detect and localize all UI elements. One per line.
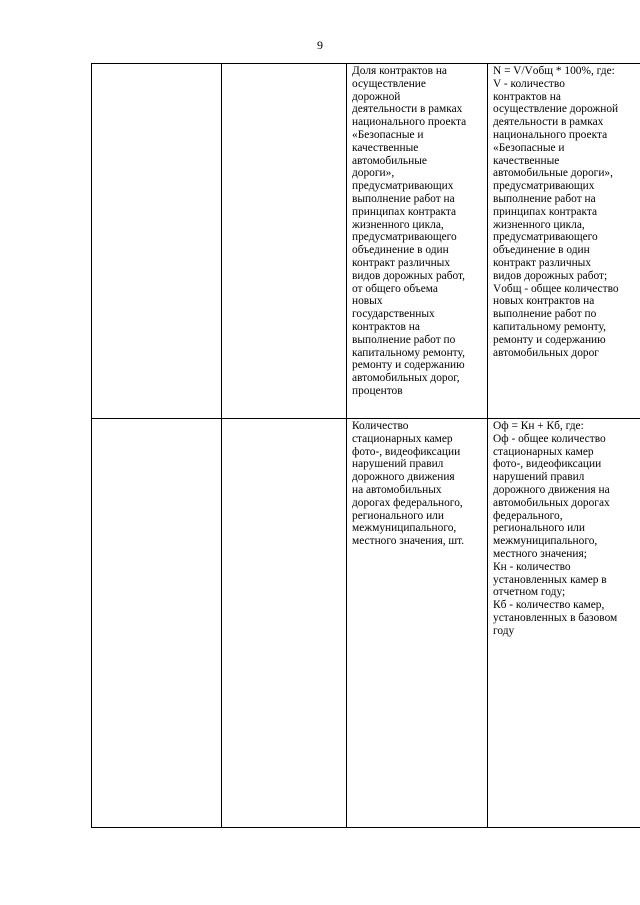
table-cell-indicator [347,419,488,828]
table-cell-indicator [347,64,488,419]
table-cell-empty [222,64,347,419]
table-row [92,64,640,419]
table-cell-empty [92,64,222,419]
page-number: 9 [317,38,323,52]
indicator-text: Количество стационарных камер фото-, видеофиксации нарушений правил дорожного движения на автомобильных дорогах федерального, регионального или межмуниципального, местного значения, шт. [352,420,465,548]
indicators-table [91,63,640,828]
table-cell-empty [92,419,222,828]
formula-text: Оф = Кн + Кб, где: Оф - общее количество стационарных камер фото-, видеофиксации нарушений правил дорожного движения на автомобильных дорогах федерального, регионального или межмуниципального, местного значения; Кн - количество установленных камер в отчетном году; Кб - количество камер, установленных в базовом году [493,420,618,637]
indicator-text: Доля контрактов на осуществление дорожной деятельности в рамках национального проекта «Безопасные и качественные автомобильные дороги», предусматривающих выполнение работ на принципах контракта жизненного цикла, предусматривающего объединение в один контракт различных видов дорожных работ, от общего объема новых государственных контрактов на выполнение работ по капитальному ремонту, ремонту и содержанию автомобильных дорог, процентов [352,65,467,397]
formula-text: N = V/Vобщ * 100%, где: V - количество контрактов на осуществление дорожной деятельности в рамках национального проекта «Безопасные и качественные автомобильные дороги», предусматривающих выполнение работ на принципах контракта жизненного цикла, предусматривающего объединение в один контракт различных видов дорожных работ; Vобщ - общее количество новых контрактов на выполнение работ по капитальному ремонту, ремонту и содержанию автомобильных дорог [493,65,619,359]
table-cell-empty [222,419,347,828]
table-cell-formula [488,419,640,828]
table-row [92,419,640,828]
table-cell-formula [488,64,640,419]
